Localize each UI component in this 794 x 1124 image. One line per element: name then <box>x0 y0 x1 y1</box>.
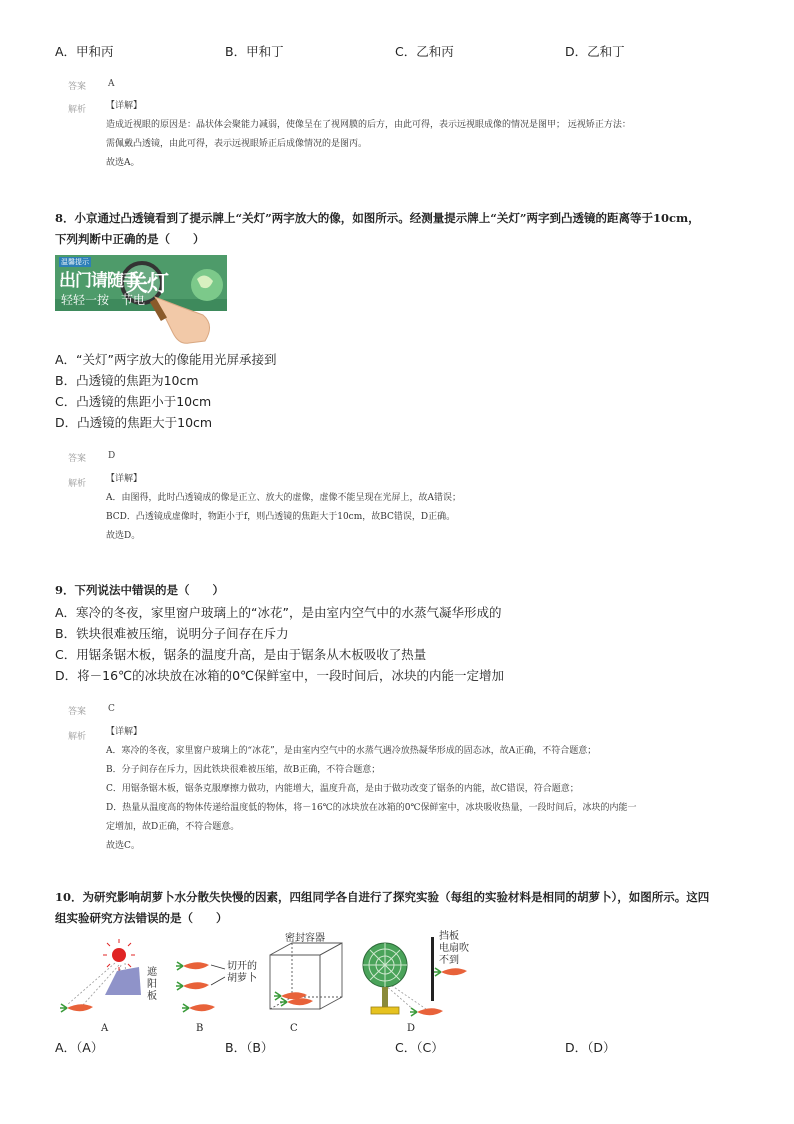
shade-label-2: 阳 <box>147 979 157 990</box>
sign-magnified-text: 关灯 <box>126 272 169 297</box>
panel-label-c: C <box>290 1023 298 1034</box>
carrot-icon <box>176 962 209 970</box>
sign-line-1: 出门请随手 <box>59 271 139 291</box>
panel-label-d: D <box>407 1023 416 1034</box>
q9-answer: C <box>108 704 115 714</box>
sign-badge: 温馨提示 <box>61 258 89 266</box>
q8-stem-line-2: 下列判断中正确的是（ ） <box>55 232 205 246</box>
q7-option-d: D．乙和丁 <box>565 44 625 59</box>
cut-label-1: 切开的 <box>227 961 257 972</box>
q10-option-b: B．（B） <box>225 1040 274 1055</box>
carrot-icon <box>182 1004 215 1012</box>
baffle-icon <box>431 937 434 1001</box>
q8-option-c: C．凸透镜的焦距小于10cm <box>55 394 212 409</box>
carrot-icon <box>60 1004 93 1012</box>
sun-icon <box>112 948 126 962</box>
q8-analysis-label: 解析 <box>68 479 87 489</box>
panel-b <box>176 962 225 1012</box>
q9-option-b: B．铁块很难被压缩，说明分子间存在斥力 <box>55 626 289 641</box>
q9-exp-line-4: D．热量从温度高的物体传递给温度低的物体，将－16℃的冰块放在冰箱的0℃保鲜室中，冰块吸收热量，一段时间后，冰块的内能一 <box>106 803 637 813</box>
q7-exp-line-1: 造成近视眼的原因是：晶状体会聚能力减弱，使像呈在了视网膜的后方，由此可得，表示远视眼成像的情况是图甲； 远视矫正方法： <box>106 120 631 130</box>
q9-explanation <box>106 723 637 856</box>
carrot-icon <box>410 1008 443 1016</box>
carrot-icon <box>176 982 209 990</box>
q8-sign-figure <box>55 255 230 345</box>
q9-exp-line-1: A．寒冷的冬夜，家里窗户玻璃上的“冰花”，是由室内空气中的水蒸气遇冷放热凝华形成的固态冰，故A正确，不符合题意； <box>106 746 597 756</box>
carrot-icon <box>434 968 467 976</box>
fan-stand-icon <box>382 987 388 1007</box>
q7-analysis-label: 解析 <box>68 105 87 115</box>
q9-answer-label: 答案 <box>68 707 87 717</box>
cut-label-2: 胡萝卜 <box>227 973 257 984</box>
q8-option-a: A．“关灯”两字放大的像能用光屏承接到 <box>55 352 277 367</box>
q10-stem <box>55 887 709 929</box>
q8-exp-line-1: A．由图得，此时凸透镜成的像是正立、放大的虚像，虚像不能呈现在光屏上，故A错误； <box>106 493 462 503</box>
cut-carrot-label <box>227 961 257 985</box>
panel-label-a: A <box>101 1023 109 1034</box>
carrot-icon <box>280 998 313 1006</box>
fan-base-icon <box>371 1007 399 1014</box>
q7-explanation <box>106 97 631 173</box>
q8-exp-line-3: 故选D。 <box>106 531 141 541</box>
q8-stem <box>55 208 700 250</box>
q10-stem-line-2: 组实验研究方法错误的是（ ） <box>55 911 228 925</box>
q9-option-d: D．将－16℃的冰块放在冰箱的0℃保鲜室中，一段时间后，冰块的内能一定增加 <box>55 668 505 683</box>
q10-option-c: C．（C） <box>395 1040 444 1055</box>
baffle-label-2: 电扇吹不到 <box>439 943 469 966</box>
shade-label-1: 遮 <box>147 967 157 978</box>
q9-option-c: C．用锯条锯木板，锯条的温度升高，是由于锯条从木板吸收了热量 <box>55 647 427 662</box>
q9-exp-line-2: B．分子间存在斥力，因此铁块很难被压缩，故B正确，不符合题意； <box>106 765 381 775</box>
panel-a <box>60 939 141 1012</box>
q8-answer: D <box>108 451 116 461</box>
q9-exp-line-3: C．用锯条锯木板，锯条克服摩擦力做功，内能增大，温度升高，是由于做功改变了锯条的内能，故C错误，符合题意； <box>106 784 579 794</box>
q7-exp-line-2: 需佩戴凸透镜，由此可得，表示远视眼矫正后成像情况的是图丙。 <box>106 139 368 149</box>
q9-detail-tag: 【详解】 <box>106 727 143 737</box>
q8-detail-tag: 【详解】 <box>106 474 143 484</box>
q9-analysis-label: 解析 <box>68 732 87 742</box>
q7-option-c: C．乙和丙 <box>395 44 454 59</box>
q10-option-d: D．（D） <box>565 1040 616 1055</box>
q8-answer-label: 答案 <box>68 454 87 464</box>
q9-exp-line-5: 定增加，故D正确，不符合题意。 <box>106 822 240 832</box>
q7-option-a: A．甲和丙 <box>55 44 114 59</box>
q8-explanation <box>106 470 461 546</box>
q7-exp-line-3: 故选A。 <box>106 158 140 168</box>
q7-answer-label: 答案 <box>68 82 87 92</box>
q7-option-b: B．甲和丁 <box>225 44 284 59</box>
shade-board-icon <box>105 967 141 995</box>
q8-stem-line-1: 8．小京通过凸透镜看到了提示牌上“关灯”两字放大的像，如图所示。经测量提示牌上“关灯”两字到凸透镜的距离等于10cm， <box>55 211 700 225</box>
q8-option-b: B．凸透镜的焦距为10cm <box>55 373 199 388</box>
q7-answer: A <box>108 79 115 89</box>
q7-detail-tag: 【详解】 <box>106 101 143 111</box>
shade-label-3: 板 <box>147 991 157 1002</box>
sign-line-2: 轻轻一按 节电 <box>61 293 146 307</box>
q8-exp-line-2: BCD．凸透镜成虚像时，物距小于f，则凸透镜的焦距大于10cm，故BC错误，D正确。 <box>106 512 456 522</box>
q10-stem-line-1: 10．为研究影响胡萝卜水分散失快慢的因素，四组同学各自进行了探究实验（每组的实验材料是相同的胡萝卜），如图所示。这四 <box>55 890 710 904</box>
q9-option-a: A．寒冷的冬夜，家里窗户玻璃上的“冰花”，是由室内空气中的水蒸气凝华形成的 <box>55 605 502 620</box>
q10-figure <box>55 925 475 1040</box>
baffle-label <box>439 931 475 967</box>
panel-label-b: B <box>196 1023 204 1034</box>
q9-exp-line-6: 故选C。 <box>106 841 140 851</box>
q8-option-d: D．凸透镜的焦距大于10cm <box>55 415 213 430</box>
baffle-label-1: 挡板 <box>439 931 459 942</box>
q9-stem: 9．下列说法中错误的是（ ） <box>55 583 224 597</box>
q10-option-a: A．（A） <box>55 1040 104 1055</box>
container-label: 密封容器 <box>285 933 325 944</box>
shade-board-label <box>147 967 157 1003</box>
